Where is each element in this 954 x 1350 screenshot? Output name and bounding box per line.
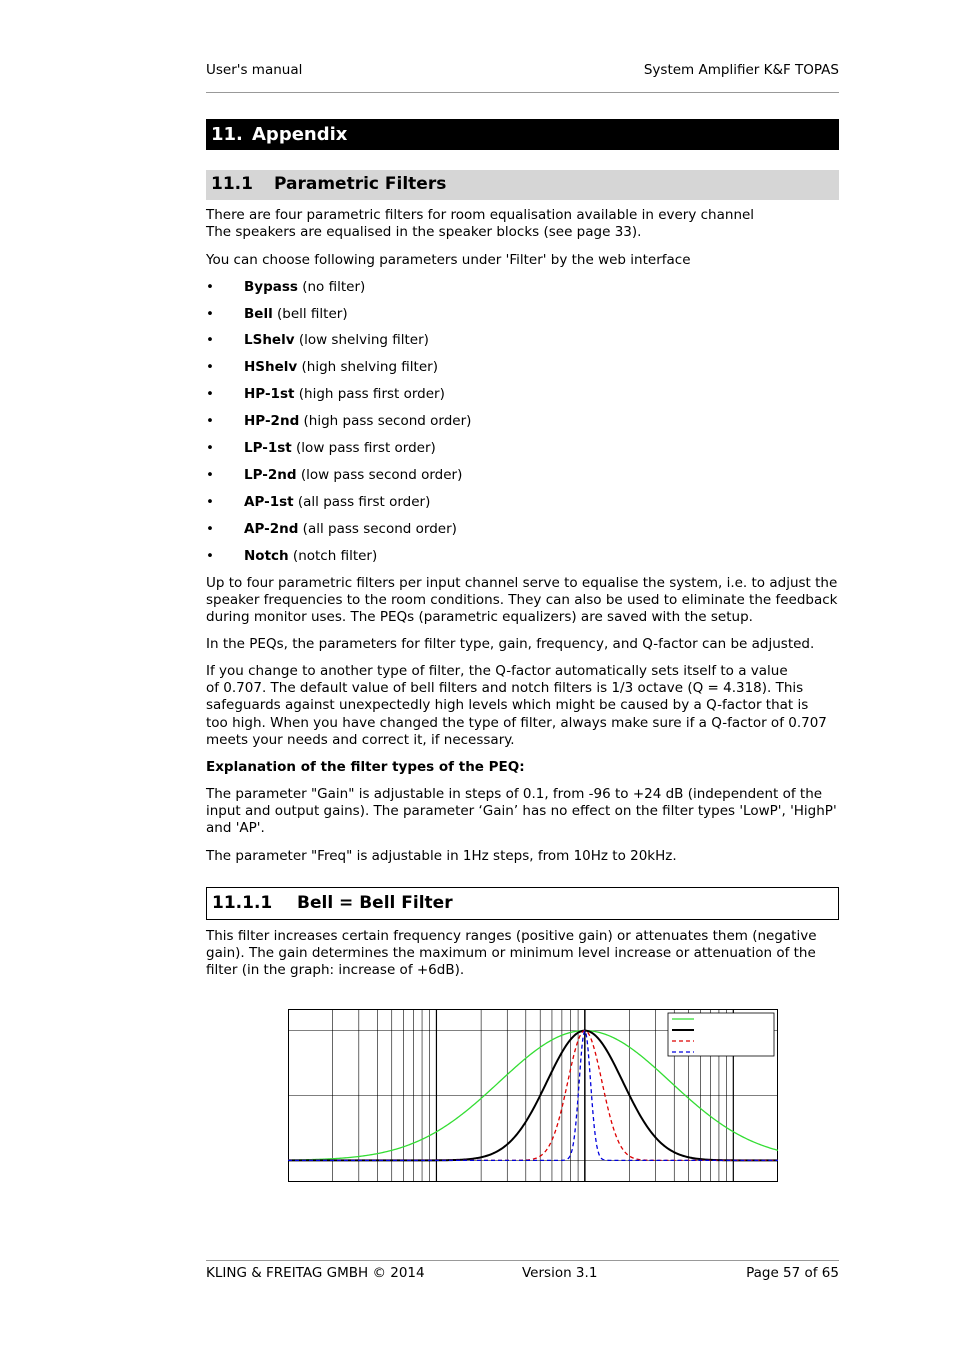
subsubsection-number: 11.1.1	[212, 893, 273, 913]
intro-line-1: There are four parametric filters for room equalisation available in every channel	[206, 207, 755, 223]
subsection-number: 11.1	[211, 174, 253, 194]
footer-center: Version 3.1	[522, 1265, 598, 1281]
footer-right: Page 57 of 65	[746, 1265, 839, 1281]
body-paragraph-2: In the PEQs, the parameters for filter type, gain, frequency, and Q-factor can be adjusted.	[206, 636, 815, 652]
subsubsection-title: Bell = Bell Filter	[297, 893, 453, 913]
list-item: • Bell (bell filter)	[206, 306, 348, 322]
page-footer	[206, 1265, 839, 1285]
list-item: • HShelv (high shelving filter)	[206, 359, 438, 375]
header-rule	[206, 92, 839, 93]
intro-line-3: You can choose following parameters under 'Filter' by the web interface	[206, 252, 691, 268]
body-paragraph-5: The parameter "Freq" is adjustable in 1Hz steps, from 10Hz to 20kHz.	[206, 848, 677, 864]
list-item: • LP-1st (low pass first order)	[206, 440, 436, 456]
list-item: • Bypass (no filter)	[206, 279, 366, 295]
list-item: • LShelv (low shelving filter)	[206, 332, 429, 348]
bell-filter-chart	[288, 1009, 778, 1182]
body-paragraph-4: The parameter "Gain" is adjustable in steps of 0.1, from -96 to +24 dB (independent of the input and output gains). The parameter ‘Gain’ has no effect on the filter types 'LowP', 'HighP' and 'AP'.	[206, 786, 837, 837]
explanation-heading: Explanation of the filter types of the PEQ:	[206, 759, 525, 775]
footer-left: KLING & FREITAG GMBH © 2014	[206, 1265, 425, 1281]
header-right: System Amplifier K&F TOPAS	[643, 62, 839, 78]
header-left: User's manual	[206, 62, 303, 78]
list-item: • AP-2nd (all pass second order)	[206, 521, 457, 537]
intro-line-2: The speakers are equalised in the speaker blocks (see page 33).	[206, 224, 642, 241]
list-item: • Notch (notch filter)	[206, 548, 378, 564]
list-item: • AP-1st (all pass first order)	[206, 494, 431, 510]
section-title: Appendix	[252, 124, 348, 145]
subsection-title: Parametric Filters	[274, 174, 447, 194]
section-number: 11.	[211, 124, 243, 145]
footer-rule	[206, 1260, 839, 1261]
list-item: • HP-1st (high pass first order)	[206, 386, 445, 402]
body-paragraph-1: Up to four parametric filters per input channel serve to equalise the system, i.e. to adjust the speaker frequencies to the room conditions. They can also be used to eliminate the feedback during monitor uses. The PEQs (parametric equalizers) are saved with the setup.	[206, 575, 838, 626]
list-item: • LP-2nd (low pass second order)	[206, 467, 463, 483]
list-item: • HP-2nd (high pass second order)	[206, 413, 472, 429]
subsubsection-heading	[206, 887, 839, 920]
subsection-heading	[206, 170, 839, 200]
body-paragraph-3: If you change to another type of filter, the Q-factor automatically sets itself to a value of 0.707. The default value of bell filters and notch filters is 1/3 octave (Q = 4.318). This safeguards against unexpectedly high levels which might be caused by a Q-factor that is too high. When you have changed the type of filter, always make sure if a Q-factor of 0.707 meets your needs and correct it, if necessary.	[206, 663, 827, 748]
section-heading	[206, 119, 839, 150]
bell-paragraph: This filter increases certain frequency ranges (positive gain) or attenuates them (negative gain). The gain determines the maximum or minimum level increase or attenuation of the filter (in the graph: increase of +6dB).	[206, 928, 817, 979]
page-header	[206, 62, 839, 82]
intro-paragraph	[206, 207, 839, 241]
